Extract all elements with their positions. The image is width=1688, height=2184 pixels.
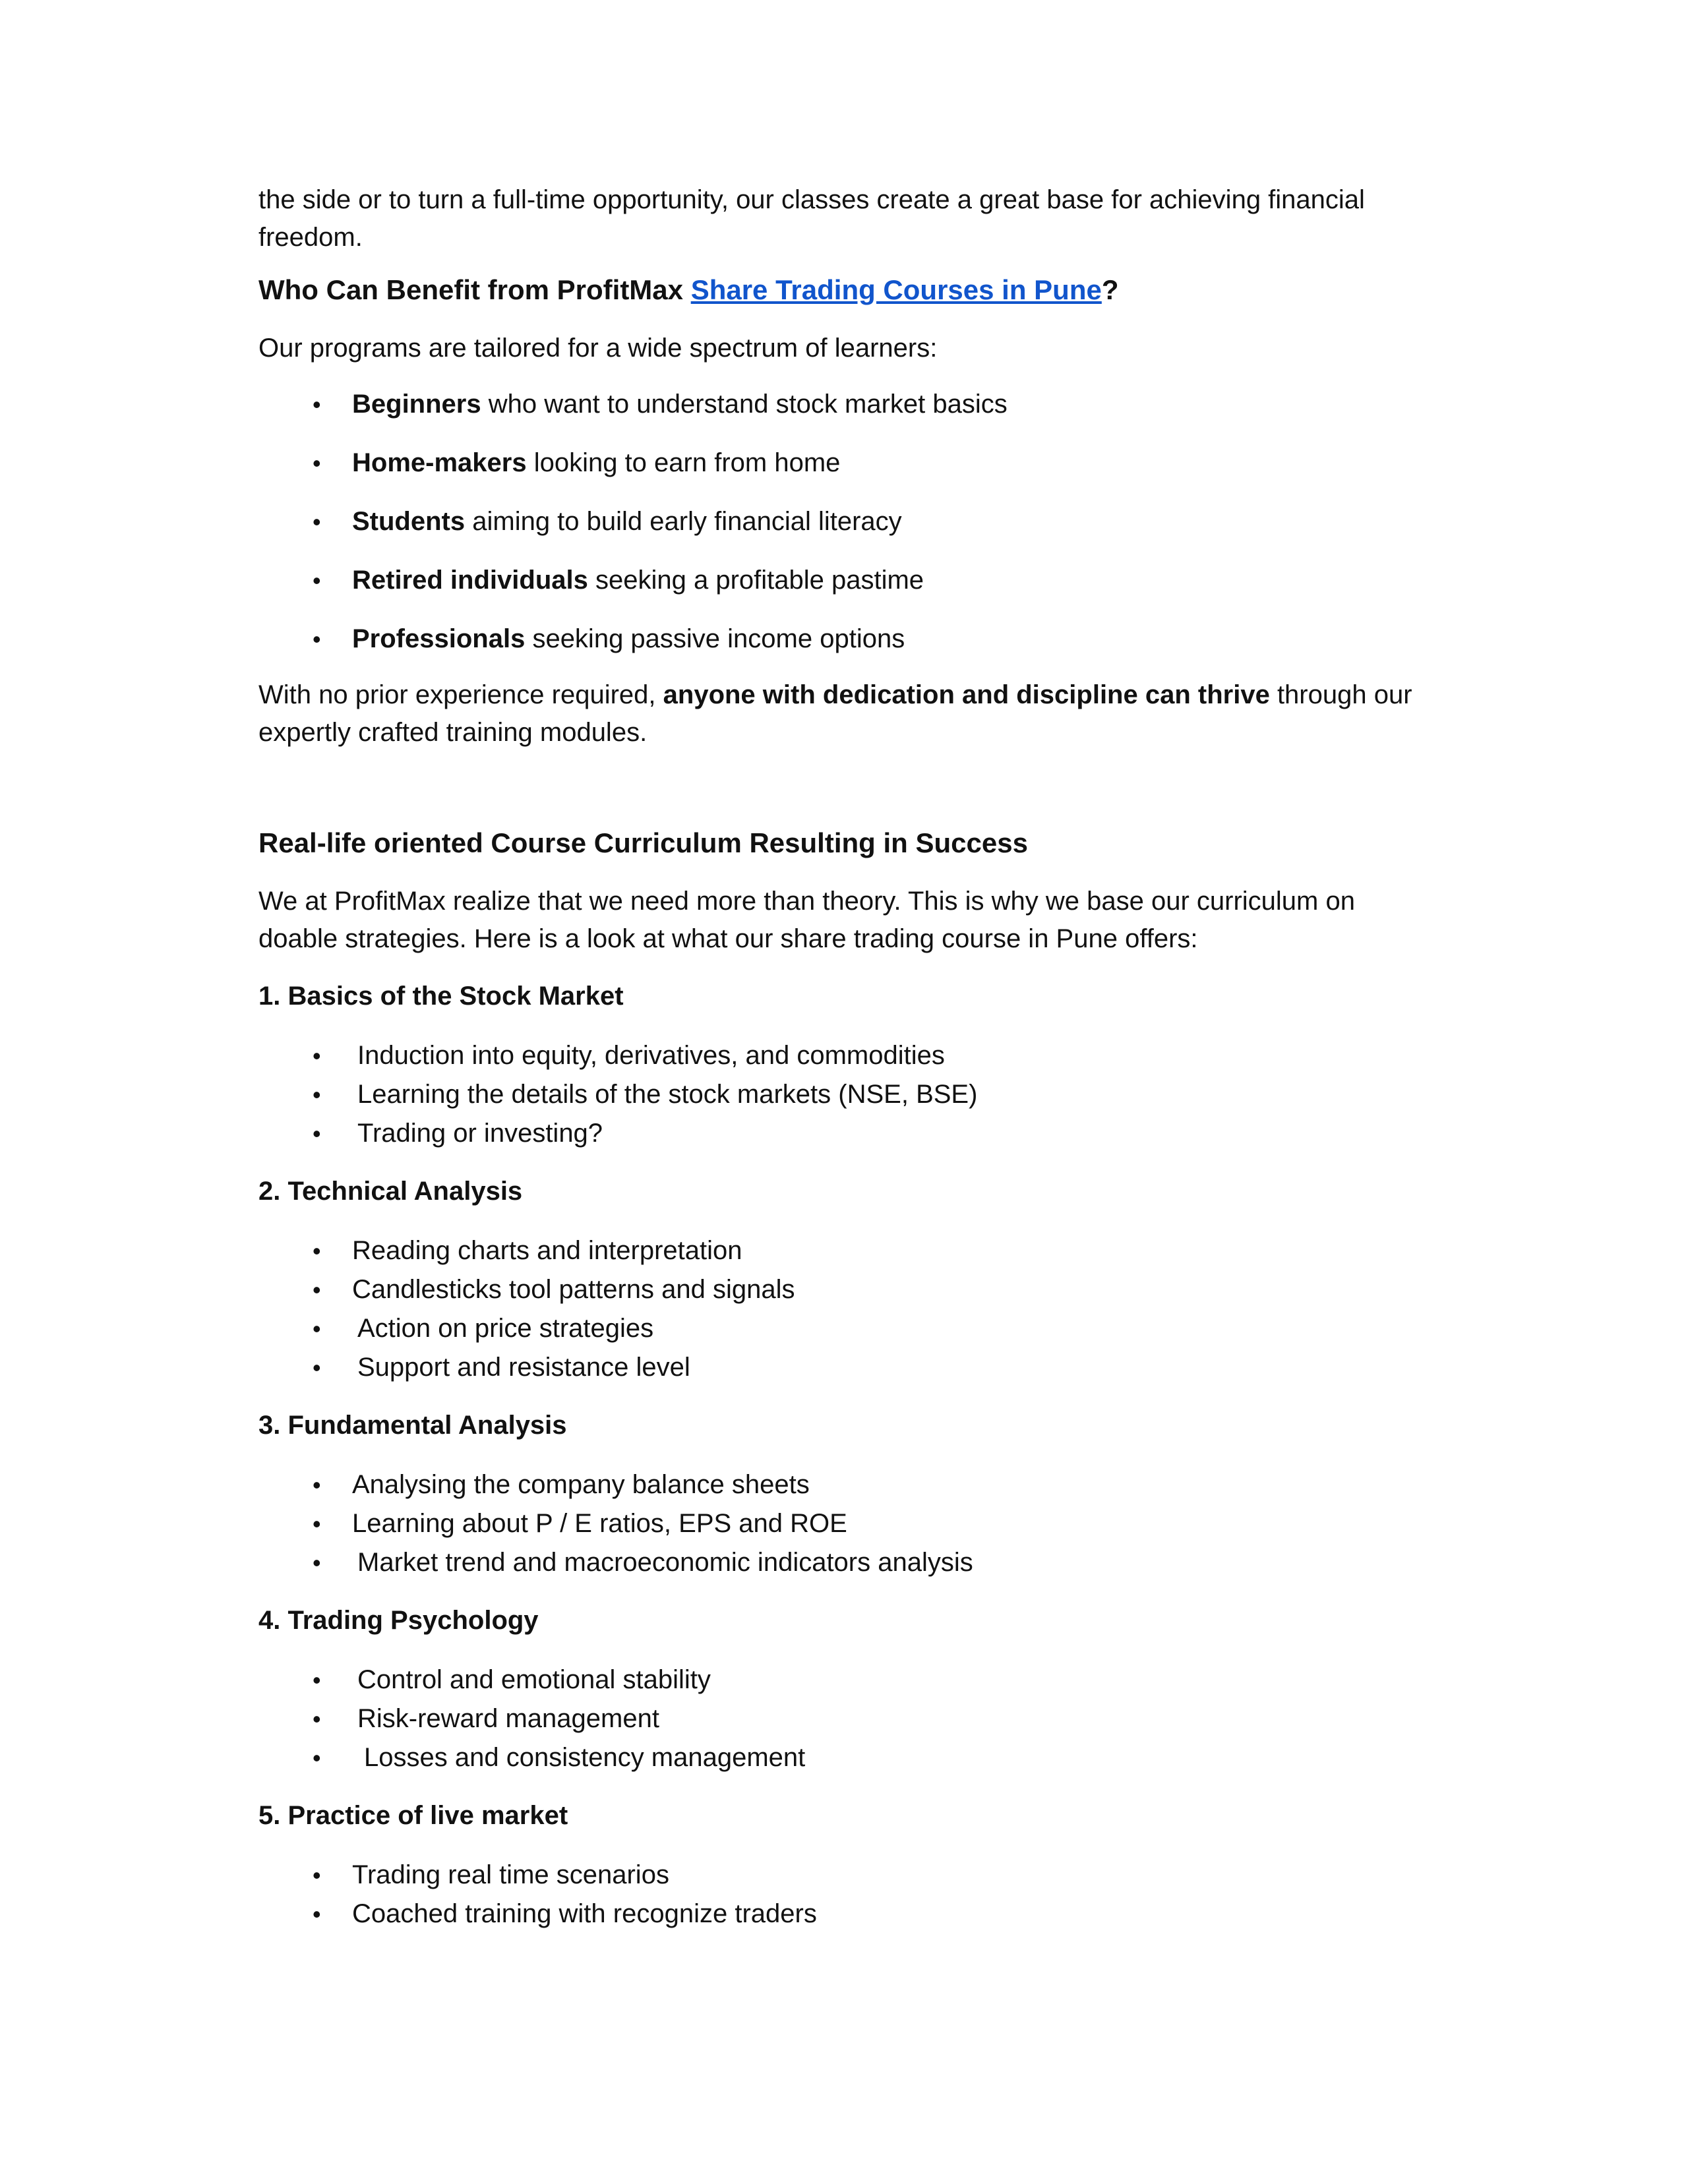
section-title: 2. Technical Analysis [258,1177,523,1206]
list-item-text: seeking passive income options [525,624,905,653]
who-closing [258,676,1432,752]
list-item-text: Trading real time scenarios [352,1860,669,1889]
list-item [258,1036,1432,1075]
list-item-text: Learning the details of the stock markets (NSE, BSE) [357,1080,978,1109]
list-item [258,1075,1432,1114]
list-item [258,562,1432,599]
list-item [258,1661,1432,1699]
section-list [258,1036,1432,1153]
list-item-bold: Retired individuals [352,566,588,595]
list-item-text: Trading or investing? [357,1119,603,1148]
bullet-icon: • [313,1120,321,1147]
list-item [258,1856,1432,1895]
who-heading [258,271,1432,309]
list-item-text: Action on price strategies [357,1314,654,1343]
bullet-icon: • [313,1510,321,1537]
list-item [258,444,1432,482]
list-item [258,1309,1432,1348]
list-item-text: Control and emotional stability [357,1665,711,1694]
list-item [258,620,1432,658]
list-item [258,1699,1432,1738]
section-title: 4. Trading Psychology [258,1606,539,1635]
section-title: 3. Fundamental Analysis [258,1411,567,1440]
list-item-text: Market trend and macroeconomic indicators analysis [357,1548,973,1577]
bullet-icon: • [313,1901,321,1928]
bullet-icon: • [313,391,321,418]
list-item [258,1738,1432,1777]
share-trading-courses-link[interactable]: Share Trading Courses in Pune [690,274,1102,305]
section-title: 1. Basics of the Stock Market [258,982,624,1011]
list-item [258,386,1432,423]
list-item [258,1348,1432,1387]
list-item [258,1504,1432,1543]
bullet-icon: • [313,1237,321,1264]
list-item-text: Coached training with recognize traders [352,1899,817,1928]
list-item [258,1543,1432,1582]
bullet-icon: • [313,450,321,477]
list-item-text: Reading charts and interpretation [352,1236,742,1265]
who-lead: Our programs are tailored for a wide spectrum of learners: [258,334,938,363]
curriculum-heading: Real-life oriented Course Curriculum Resulting in Success [258,827,1028,858]
bullet-icon: • [313,1354,321,1381]
bullet-icon: • [313,508,321,535]
who-heading-suffix: ? [1101,274,1119,305]
document-page [258,181,1432,1933]
section-list [258,1465,1432,1582]
list-item [258,1114,1432,1153]
bullet-icon: • [313,1042,321,1069]
bullet-icon: • [313,626,321,653]
curriculum-lead-1: We at ProfitMax realize that we need more than theory. This is why we base our curriculum on [258,887,1355,916]
list-item-text: aiming to build early financial literacy [465,507,902,536]
who-heading-prefix: Who Can Benefit from ProfitMax [258,274,691,305]
curriculum-lead-2: doable strategies. Here is a look at what our share trading course in Pune offers: [258,924,1198,953]
section-title: 5. Practice of live market [258,1801,568,1830]
list-item [258,1270,1432,1309]
bullet-icon: • [313,1744,321,1771]
bullet-icon: • [313,1276,321,1303]
bullet-icon: • [313,1549,321,1576]
bullet-icon: • [313,1315,321,1342]
list-item-text: who want to understand stock market basics [481,390,1008,419]
list-item [258,503,1432,541]
section-list [258,1231,1432,1387]
intro-paragraph [258,181,1432,256]
intro-line-1: the side or to turn a full-time opportunity, our classes create a great base for achieving financial [258,185,1365,214]
closing-post: through our [1269,680,1412,709]
list-item-text: Candlesticks tool patterns and signals [352,1275,795,1304]
list-item-bold: Beginners [352,390,481,419]
bullet-icon: • [313,1705,321,1732]
list-item-text: Risk-reward management [357,1704,659,1733]
list-item-text: looking to earn from home [526,448,841,477]
bullet-icon: • [313,567,321,594]
list-item [258,1231,1432,1270]
bullet-icon: • [313,1667,321,1694]
list-item [258,1895,1432,1933]
list-item-text: Analysing the company balance sheets [352,1470,810,1499]
list-item-text: Losses and consistency management [364,1743,806,1772]
list-item-bold: Home-makers [352,448,527,477]
curriculum-lead [258,883,1432,958]
closing-line-2: expertly crafted training modules. [258,718,648,747]
section-list [258,1856,1432,1933]
list-item-text: Learning about P / E ratios, EPS and ROE [352,1509,847,1538]
list-item-text: Support and resistance level [357,1353,690,1382]
intro-line-2: freedom. [258,223,363,252]
section-list [258,1661,1432,1777]
list-item-text: Induction into equity, derivatives, and commodities [357,1041,945,1070]
closing-pre: With no prior experience required, [258,680,663,709]
list-item [258,1465,1432,1504]
bullet-icon: • [313,1862,321,1889]
bullet-icon: • [313,1081,321,1108]
list-item-text: seeking a profitable pastime [588,566,924,595]
closing-bold: anyone with dedication and discipline can thrive [663,680,1270,709]
who-list [258,386,1432,658]
list-item-bold: Professionals [352,624,526,653]
list-item-bold: Students [352,507,466,536]
bullet-icon: • [313,1471,321,1498]
